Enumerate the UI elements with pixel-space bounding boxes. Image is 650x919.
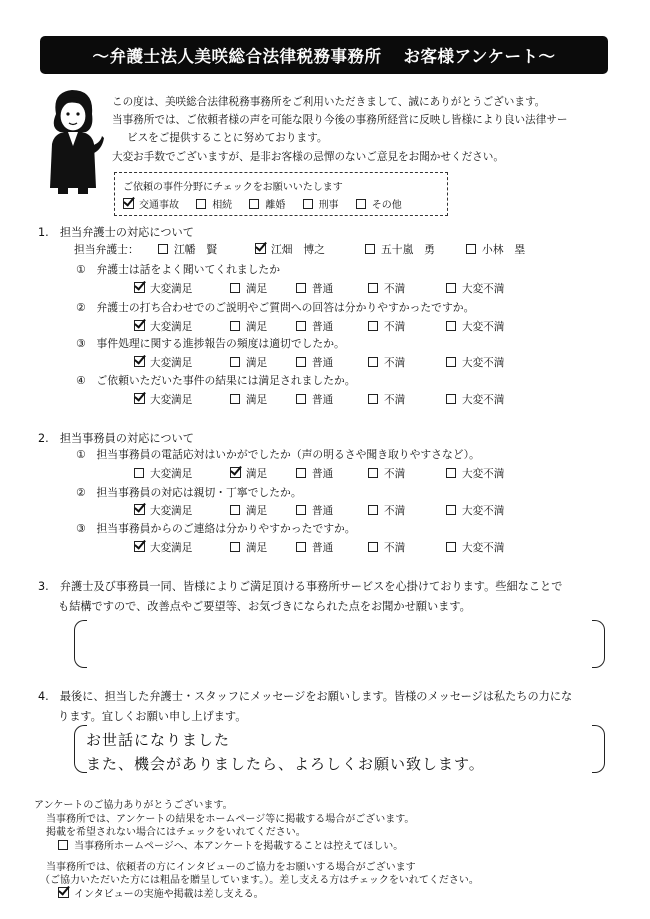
rating-label: 大変不満: [462, 357, 505, 369]
checkbox-checked-icon[interactable]: [134, 393, 145, 404]
checkbox-icon[interactable]: [296, 357, 306, 367]
bracket-right-icon: [592, 620, 605, 668]
rating-label: 大変満足: [150, 394, 193, 406]
rating-label: 満足: [246, 283, 268, 295]
rating-label: 大変満足: [150, 542, 193, 554]
rating-option-satisfied[interactable]: [230, 466, 267, 481]
section4-line-2: ります。宜しくお願い申し上げます。: [58, 710, 247, 723]
lawyer-option-3[interactable]: [365, 242, 435, 257]
checkbox-icon[interactable]: [368, 283, 378, 293]
rating-label: 大変不満: [462, 468, 505, 480]
checkbox-checked-icon[interactable]: [134, 320, 145, 331]
rating-label: 不満: [384, 321, 406, 333]
rating-option-dissatisfied[interactable]: [368, 466, 405, 481]
checkbox-checked-icon[interactable]: [255, 243, 266, 254]
rating-label: 満足: [246, 505, 268, 517]
rating-option-neutral[interactable]: [296, 392, 333, 407]
rating-option-very-dissatisfied[interactable]: [446, 540, 504, 555]
checkbox-icon[interactable]: [303, 199, 313, 209]
rating-label: 普通: [312, 394, 334, 406]
rating-option-neutral[interactable]: [296, 355, 333, 370]
rating-option-satisfied[interactable]: [230, 355, 267, 370]
s2-q2-text: ② 担当事務員の対応は親切・丁寧でしたか。: [76, 486, 302, 499]
rating-label: 不満: [384, 542, 406, 554]
checkbox-icon[interactable]: [368, 394, 378, 404]
rating-option-satisfied[interactable]: [230, 503, 267, 518]
s1-q4-text: ④ ご依頼いただいた事件の結果には満足されましたか。: [76, 374, 356, 387]
checkbox-icon[interactable]: [158, 244, 168, 254]
section1-title: 1. 担当弁護士の対応について: [38, 226, 194, 239]
section3-response[interactable]: [90, 624, 588, 662]
rating-option-dissatisfied[interactable]: [368, 355, 405, 370]
checkbox-icon[interactable]: [446, 468, 456, 478]
checkbox-icon[interactable]: [446, 505, 456, 515]
footer-line-4: （ご協力いただいた方には粗品を贈呈しています。）。差し支える方はチェックをいれてください。: [40, 875, 479, 886]
rating-option-satisfied[interactable]: [230, 540, 267, 555]
rating-label: 大変不満: [462, 394, 505, 406]
checkbox-icon[interactable]: [249, 199, 259, 209]
rating-option-very-dissatisfied[interactable]: [446, 281, 504, 296]
case-option-inheritance[interactable]: [196, 196, 232, 211]
checkbox-icon[interactable]: [446, 283, 456, 293]
rating-option-neutral[interactable]: [296, 319, 333, 334]
rating-label: 不満: [384, 394, 406, 406]
rating-label: 大変満足: [150, 321, 193, 333]
rating-option-dissatisfied[interactable]: [368, 281, 405, 296]
rating-option-very-satisfied[interactable]: [134, 319, 192, 334]
rating-label: 普通: [312, 505, 334, 517]
receptionist-illustration-icon: [38, 84, 108, 196]
case-option-label: 刑事: [318, 200, 339, 211]
checkbox-checked-icon[interactable]: [134, 282, 145, 293]
case-type-box: [114, 172, 448, 216]
checkbox-icon[interactable]: [296, 468, 306, 478]
footer-line-3: 当事務所では、依頼者の方にインタビューのご協力をお願いする場合がございます: [46, 862, 416, 873]
checkbox-checked-icon[interactable]: [134, 356, 145, 367]
rating-option-very-satisfied[interactable]: [134, 466, 192, 481]
rating-option-very-dissatisfied[interactable]: [446, 503, 504, 518]
checkbox-icon[interactable]: [230, 394, 240, 404]
rating-option-very-satisfied[interactable]: [134, 540, 192, 555]
rating-label: 普通: [312, 283, 334, 295]
intro-line-4: 大変お手数でございますが、是非お客様の忌憚のないご意見をお聞かせください。: [112, 151, 504, 163]
rating-option-very-dissatisfied[interactable]: [446, 319, 504, 334]
lawyer-name: 江幡 賢: [174, 243, 218, 256]
rating-option-neutral[interactable]: [296, 466, 333, 481]
checkbox-checked-icon[interactable]: [134, 541, 145, 552]
rating-option-very-satisfied[interactable]: [134, 355, 192, 370]
s2-q1-text: ① 担当事務員の電話応対はいかがでしたか（声の明るさや聞き取りやすさなど）。: [76, 448, 480, 461]
rating-label: 満足: [246, 542, 268, 554]
rating-label: 大変満足: [150, 283, 193, 295]
s1-q1-text: ① 弁護士は話をよく聞いてくれましたか: [76, 263, 281, 276]
checkbox-icon[interactable]: [134, 468, 144, 478]
case-option-other[interactable]: [356, 196, 402, 211]
checkbox-icon[interactable]: [466, 244, 476, 254]
checkbox-icon[interactable]: [230, 505, 240, 515]
intro-line-3: ビスをご提供することに努めております。: [127, 132, 328, 144]
checkbox-icon[interactable]: [446, 394, 456, 404]
case-option-label: 相続: [212, 200, 233, 211]
rating-label: 大変満足: [150, 468, 193, 480]
rating-option-neutral[interactable]: [296, 540, 333, 555]
case-option-label: 離婚: [265, 200, 286, 211]
rating-label: 満足: [246, 394, 268, 406]
survey-title: お客様アンケート～: [403, 47, 556, 66]
checkbox-checked-icon[interactable]: [230, 467, 241, 478]
rating-option-very-satisfied[interactable]: [134, 503, 192, 518]
rating-label: 不満: [384, 357, 406, 369]
s2-q3-text: ③ 担当事務員からのご連絡は分かりやすかったですか。: [76, 522, 356, 535]
section4-response-line-2[interactable]: また、機会がありましたら、よろしくお願い致します。: [86, 755, 485, 773]
rating-option-very-dissatisfied[interactable]: [446, 392, 504, 407]
rating-option-very-satisfied[interactable]: [134, 392, 192, 407]
checkbox-icon[interactable]: [296, 283, 306, 293]
checkbox-icon[interactable]: [365, 244, 375, 254]
case-option-label: 交通事故: [139, 200, 179, 211]
header-banner: [40, 36, 608, 74]
case-option-traffic[interactable]: [123, 196, 179, 211]
lawyer-name: 五十嵐 勇: [381, 243, 435, 256]
lawyer-label: 担当弁護士：: [74, 243, 139, 256]
rating-label: 満足: [246, 468, 268, 480]
rating-option-satisfied[interactable]: [230, 319, 267, 334]
rating-label: 大変不満: [462, 321, 505, 333]
rating-label: 不満: [384, 505, 406, 517]
rating-label: 大変不満: [462, 505, 505, 517]
lawyer-name: 江畑 博之: [271, 243, 325, 256]
rating-option-very-dissatisfied[interactable]: [446, 466, 504, 481]
rating-label: 不満: [384, 283, 406, 295]
footer-no-interview-option[interactable]: [58, 885, 264, 900]
rating-label: 満足: [246, 321, 268, 333]
section3-line-2: も結構ですので、改善点やご要望等、お気づきになられた点をお聞かせ願います。: [58, 600, 471, 613]
rating-label: 大変満足: [150, 505, 193, 517]
rating-label: 大変満足: [150, 357, 193, 369]
rating-label: 普通: [312, 542, 334, 554]
section3-line-1: 3. 弁護士及び事務員一同、皆様によりご満足頂ける事務所サービスを心掛けております。些細なことで: [38, 580, 563, 593]
checkbox-icon[interactable]: [368, 357, 378, 367]
rating-option-satisfied[interactable]: [230, 281, 267, 296]
checkbox-icon[interactable]: [446, 542, 456, 552]
checkbox-icon[interactable]: [296, 394, 306, 404]
checkbox-checked-icon[interactable]: [58, 887, 69, 898]
rating-label: 普通: [312, 357, 334, 369]
section2-title: 2. 担当事務員の対応について: [38, 432, 194, 445]
checkbox-checked-icon[interactable]: [134, 504, 145, 515]
checkbox-icon[interactable]: [368, 542, 378, 552]
checkbox-icon[interactable]: [196, 199, 206, 209]
rating-label: 不満: [384, 468, 406, 480]
checkbox-icon[interactable]: [230, 542, 240, 552]
s1-q2-text: ② 弁護士の打ち合わせでのご説明やご質問への回答は分かりやすかったですか。: [76, 301, 475, 314]
section4-response-line-1[interactable]: お世話になりました: [86, 731, 231, 749]
intro-line-2: 当事務所では、ご依頼者様の声を可能な限り今後の事務所経営に反映し皆様により良い法律サー: [112, 114, 568, 126]
case-type-prompt: ご依頼の事件分野にチェックをお願いいたします: [123, 182, 343, 193]
checkbox-icon[interactable]: [446, 357, 456, 367]
rating-label: 大変不満: [462, 283, 505, 295]
checkbox-icon[interactable]: [296, 505, 306, 515]
rating-option-satisfied[interactable]: [230, 392, 267, 407]
rating-option-very-dissatisfied[interactable]: [446, 355, 504, 370]
footer-thanks: アンケートのご協力ありがとうございます。: [34, 800, 233, 811]
rating-label: 満足: [246, 357, 268, 369]
rating-option-dissatisfied[interactable]: [368, 540, 405, 555]
footer-line-1: 当事務所では、アンケートの結果をホームページ等に掲載する場合がございます。: [46, 814, 415, 825]
lawyer-option-2[interactable]: [255, 242, 325, 257]
rating-option-dissatisfied[interactable]: [368, 503, 405, 518]
rating-label: 大変不満: [462, 542, 505, 554]
checkbox-icon[interactable]: [296, 542, 306, 552]
rating-label: 普通: [312, 468, 334, 480]
footer-no-publish-option[interactable]: [58, 837, 403, 852]
rating-option-neutral[interactable]: [296, 503, 333, 518]
checkbox-icon[interactable]: [368, 505, 378, 515]
case-option-divorce[interactable]: [249, 196, 285, 211]
lawyer-option-4[interactable]: [466, 242, 525, 257]
footer-option-label: 当事務所ホームページへ、本アンケートを掲載することは控えてほしい。: [74, 841, 404, 852]
footer-option-label: インタビューの実施や掲載は差し支える。: [74, 889, 264, 900]
case-option-label: その他: [371, 200, 402, 211]
checkbox-icon[interactable]: [368, 468, 378, 478]
checkbox-icon[interactable]: [356, 199, 366, 209]
s1-q3-text: ③ 事件処理に関する進捗報告の頻度は適切でしたか。: [76, 337, 345, 350]
checkbox-icon[interactable]: [58, 840, 68, 850]
section4-line-1: 4. 最後に、担当した弁護士・スタッフにメッセージをお願いします。皆様のメッセージは私たちの力にな: [38, 690, 573, 703]
rating-label: 普通: [312, 321, 334, 333]
rating-option-very-satisfied[interactable]: [134, 281, 192, 296]
checkbox-icon[interactable]: [230, 357, 240, 367]
case-type-options: [123, 196, 416, 211]
footer-line-2: 掲載を希望されない場合にはチェックをいれてください。: [46, 827, 306, 838]
org-name: ～弁護士法人美咲総合法律税務事務所: [92, 47, 382, 66]
intro-line-1: この度は、美咲総合法律税務事務所をご利用いただきまして、誠にありがとうございます。: [112, 96, 546, 108]
checkbox-icon[interactable]: [368, 321, 378, 331]
rating-option-neutral[interactable]: [296, 281, 333, 296]
checkbox-icon[interactable]: [296, 321, 306, 331]
checkbox-icon[interactable]: [230, 321, 240, 331]
bracket-right-icon: [592, 725, 605, 773]
bracket-left-icon: [74, 620, 87, 668]
case-option-criminal[interactable]: [303, 196, 339, 211]
checkbox-checked-icon[interactable]: [123, 198, 134, 209]
rating-option-dissatisfied[interactable]: [368, 319, 405, 334]
lawyer-option-1[interactable]: [158, 242, 217, 257]
checkbox-icon[interactable]: [230, 283, 240, 293]
lawyer-name: 小林 塁: [482, 243, 526, 256]
checkbox-icon[interactable]: [446, 321, 456, 331]
rating-option-dissatisfied[interactable]: [368, 392, 405, 407]
